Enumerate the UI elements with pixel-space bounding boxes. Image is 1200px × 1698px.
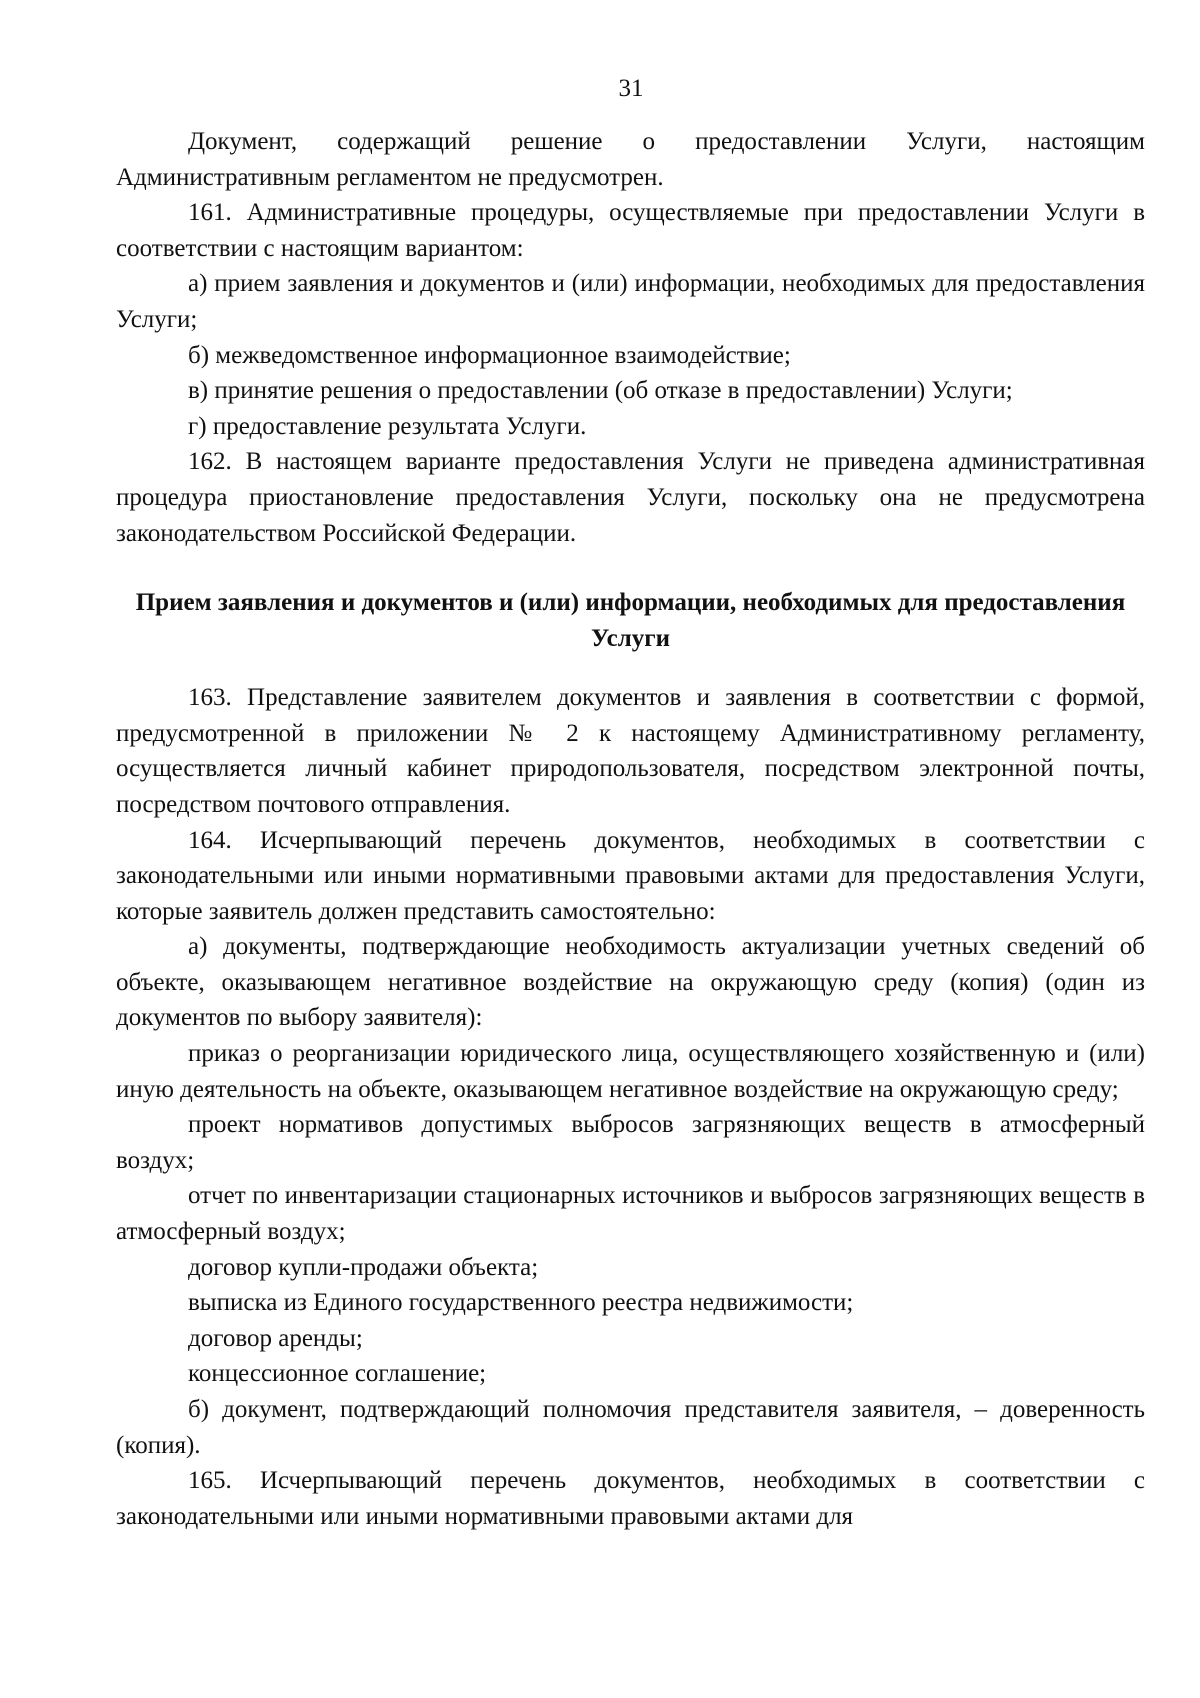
list-item-164-b: б) документ, подтверждающий полномочия представителя заявителя, – доверенность (копия).: [116, 1396, 1145, 1459]
list-item-161-g: г) предоставление результата Услуги.: [188, 412, 587, 440]
list-item-161-v: в) принятие решения о предоставлении (об отказе в предоставлении) Услуги;: [188, 377, 1013, 405]
paragraph-163: 163. Представление заявителем документов и заявления в соответствии с формой, предусмотренной в приложении № 2 к настоящему Административному регламенту, осуществляется личный кабинет природопользователя, посредством электронной почты, посредством почтового отправления.: [116, 684, 1145, 818]
list-item-161-b: б) межведомственное информационное взаимодействие;: [188, 341, 791, 369]
document-body: [116, 124, 1145, 1534]
list-item-emission-standards: проект нормативов допустимых выбросов загрязняющих веществ в атмосферный воздух;: [116, 1111, 1145, 1174]
section-heading: Прием заявления и документов и (или) информации, необходимых для предоставления Услуги: [135, 589, 1126, 653]
list-item-lease-agreement: договор аренды;: [188, 1324, 363, 1352]
list-item-concession-agreement: концессионное соглашение;: [188, 1360, 487, 1388]
list-item-reorganization-order: приказ о реорганизации юридического лица, осуществляющего хозяйственную и (или) иную деятельность на объекте, оказывающем негативное воздействие на окружающую среду;: [116, 1040, 1145, 1103]
paragraph-decision-document: Документ, содержащий решение о предоставлении Услуги, настоящим Административным регламентом не предусмотрен.: [116, 128, 1145, 191]
list-item-sale-contract: договор купли-продажи объекта;: [188, 1253, 539, 1281]
list-item-registry-extract: выписка из Единого государственного реестра недвижимости;: [188, 1289, 854, 1317]
list-item-161-a: а) прием заявления и документов и (или) информации, необходимых для предоставления Услуги;: [116, 270, 1145, 333]
paragraph-164: 164. Исчерпывающий перечень документов, необходимых в соответствии с законодательными или иными нормативными правовыми актами для предоставления Услуги, которые заявитель должен представить самостоятельно:: [116, 826, 1145, 925]
paragraph-161: 161. Административные процедуры, осуществляемые при предоставлении Услуги в соответствии с настоящим вариантом:: [116, 199, 1145, 262]
page-number: 31: [618, 75, 644, 102]
list-item-164-a: а) документы, подтверждающие необходимость актуализации учетных сведений об объекте, оказывающем негативное воздействие на окружающую среду (копия) (один из документов по выбору заявителя):: [116, 933, 1145, 1032]
list-item-inventory-report: отчет по инвентаризации стационарных источников и выбросов загрязняющих веществ в атмосферный воздух;: [116, 1182, 1145, 1246]
paragraph-162: 162. В настоящем варианте предоставления Услуги не приведена административная процедура приостановление предоставления Услуги, поскольку она не предусмотрена законодательством Российской Федерации.: [116, 448, 1145, 547]
paragraph-165: 165. Исчерпывающий перечень документов, необходимых в соответствии с законодательными или иными нормативными правовыми актами для: [116, 1467, 1145, 1530]
